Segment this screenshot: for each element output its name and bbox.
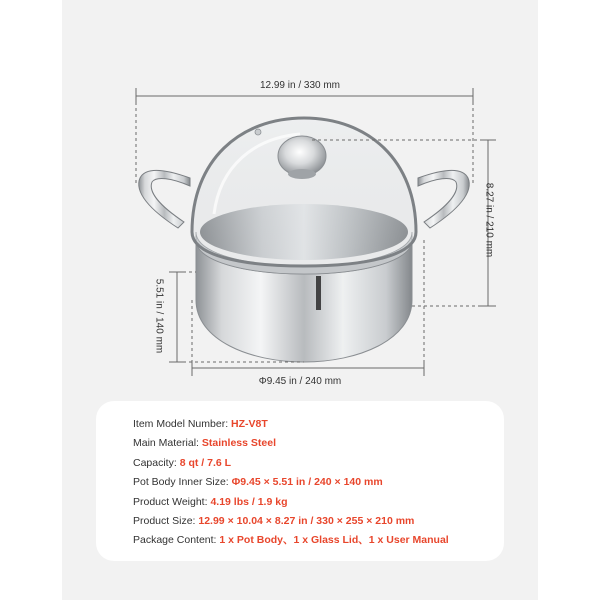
spec-label: Product Weight: bbox=[133, 495, 211, 508]
diameter-dimension-label: Φ9.45 in / 240 mm bbox=[258, 376, 342, 387]
spec-label: Item Model Number: bbox=[133, 418, 232, 430]
left-handle bbox=[139, 170, 190, 228]
spec-value: HZ-V8T bbox=[231, 418, 268, 430]
width-dimension-label: 12.99 in / 330 mm bbox=[259, 80, 341, 91]
spec-row-weight bbox=[133, 493, 449, 512]
spec-label: Capacity: bbox=[133, 456, 180, 469]
spec-label: Package Content: bbox=[133, 534, 220, 547]
spec-row-material bbox=[133, 434, 449, 453]
height-dimension-label: 8.27 in / 210 mm bbox=[483, 182, 495, 258]
steam-vent bbox=[255, 129, 261, 135]
spec-row-capacity bbox=[133, 454, 449, 473]
spec-value: Stainless Steel bbox=[201, 437, 276, 450]
spec-value: 12.99 × 10.04 × 8.27 in / 330 × 255 × 210 mm bbox=[198, 514, 415, 527]
spec-label: Pot Body Inner Size: bbox=[133, 476, 232, 489]
spec-row-product-size bbox=[133, 512, 449, 531]
spec-value: 1 x Pot Body、1 x Glass Lid、1 x User Manual bbox=[219, 534, 449, 547]
spec-value: 4.19 lbs / 1.9 kg bbox=[210, 495, 288, 508]
spec-row-inner-size bbox=[133, 473, 449, 492]
spec-value: 8 qt / 7.6 L bbox=[179, 456, 232, 469]
spec-card bbox=[96, 401, 504, 561]
spec-label: Main Material: bbox=[133, 437, 202, 450]
spec-list bbox=[133, 415, 449, 551]
body-height-dimension-label: 5.51 in / 140 mm bbox=[153, 278, 165, 354]
spec-row-model bbox=[133, 415, 449, 434]
spec-row-package bbox=[133, 531, 449, 550]
spec-value: Φ9.45 × 5.51 in / 240 × 140 mm bbox=[231, 476, 383, 489]
spec-label: Product Size: bbox=[133, 514, 199, 527]
right-handle bbox=[418, 170, 469, 228]
